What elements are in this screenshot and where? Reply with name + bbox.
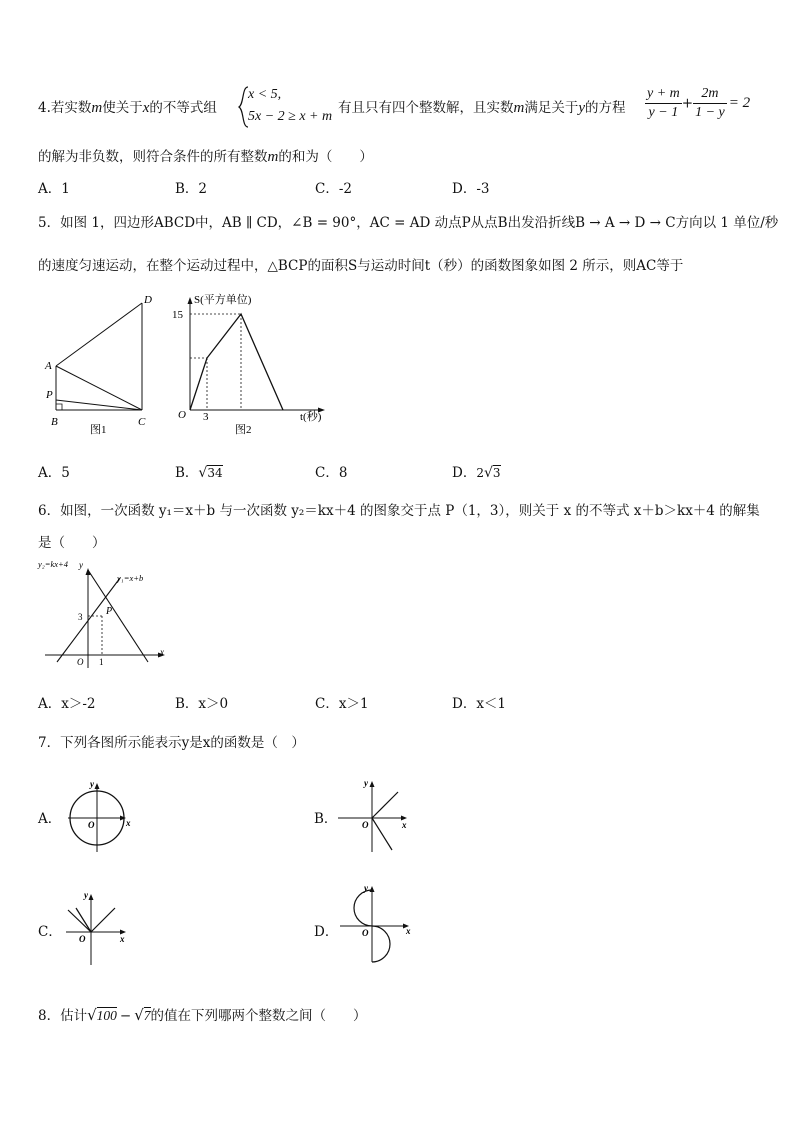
svg-text:O: O	[88, 820, 95, 830]
sqrt-sign: √	[134, 1006, 144, 1024]
q4-line2: 的解为非负数，则符合条件的所有整数m的和为（ ）	[38, 149, 373, 165]
y2-label: y₂=kx+4	[38, 559, 68, 569]
sqrt-sign: √	[198, 465, 208, 481]
fraction-1: $\frac{y + m}{y - 1}$	[647, 86, 680, 120]
tick-3: 3	[78, 612, 83, 622]
q7-graph-a	[60, 775, 140, 855]
label-a: A	[45, 360, 52, 372]
q4-option-a: A．1	[38, 181, 70, 197]
q6-line2: 是（ ）	[38, 535, 106, 551]
svg-text:x: x	[120, 934, 125, 944]
q7-graph-c	[60, 885, 145, 970]
fraction-2: $\frac{2m}{1 - y}$	[695, 86, 725, 120]
svg-text:y: y	[90, 779, 94, 789]
inequality-system: x < 5, 5x − 2 ≥ x + m	[248, 87, 333, 124]
figure-1-caption: 图1	[90, 424, 107, 436]
q6-graph	[35, 555, 175, 670]
svg-text:O: O	[79, 934, 86, 944]
q5-option-b: B．√34	[175, 465, 223, 481]
y-axis-label: y	[79, 560, 83, 570]
q6-line1: 6．如图，一次函数 y₁＝x＋b 与一次函数 y₂＝kx＋4 的图象交于点 P（1，3），则关于 x 的不等式 x＋b＞kx＋4 的解集	[38, 503, 760, 519]
svg-text:x: x	[406, 926, 411, 936]
x-axis-label: x	[160, 647, 164, 657]
svg-text:x: x	[402, 820, 407, 830]
label-d: D	[144, 294, 152, 306]
svg-text:O: O	[362, 820, 369, 830]
q4-option-b: B．2	[175, 181, 208, 197]
label-b: B	[51, 416, 58, 428]
q7-label-a: A．	[38, 811, 62, 827]
origin-label: O	[77, 657, 84, 667]
q5-figure-1	[38, 290, 158, 440]
label-p: P	[46, 389, 53, 401]
q4-option-d: D．-3	[452, 181, 490, 197]
q5-option-c: C．8	[315, 465, 348, 481]
q5-option-a: A．5	[38, 465, 70, 481]
q6-option-a: A．x＞-2	[38, 696, 96, 712]
tick-3: 3	[203, 411, 209, 423]
svg-text:O: O	[362, 928, 369, 938]
q5-figure-2	[165, 290, 335, 440]
q8-stem: 8．估计√100 − √7的值在下列哪两个整数之间（ ）	[38, 1006, 367, 1024]
svg-text:y: y	[364, 778, 368, 788]
q5-line1: 5．如图 1，四边形ABCD中，AB ∥ CD，∠B = 90°，AC = AD 动点P从点B出发沿折线B → A → D → C方向以 1 单位/秒	[38, 215, 779, 231]
x-axis-label: t(秒)	[300, 411, 322, 423]
tick-1: 1	[99, 657, 104, 667]
q7-graph-d	[335, 880, 415, 970]
q5-option-d: D．2√3	[452, 465, 501, 481]
q4-line1: 4.若实数m使关于x的不等式组	[38, 100, 217, 116]
q4-equation: $\frac{y + m}{y - 1}$ + $\frac{2m}{1 - y}$ = 2	[647, 86, 751, 120]
q7-label-c: C．	[38, 924, 62, 940]
q6-option-c: C．x＞1	[315, 696, 369, 712]
point-p-label: P	[106, 606, 113, 617]
q5-line2: 的速度匀速运动，在整个运动过程中，△BCP的面积S与运动时间t（秒）的函数图象如图 2 所示，则AC等于	[38, 258, 684, 274]
q7-label-d: D．	[314, 924, 339, 940]
y-axis-label: S(平方单位)	[194, 294, 252, 306]
q7-stem: 7．下列各图所示能表示y是x的函数是（ ）	[38, 735, 305, 751]
svg-text:y: y	[84, 890, 88, 900]
figure-2-caption: 图2	[235, 424, 252, 436]
sqrt-sign: √	[87, 1006, 97, 1024]
q6-option-b: B．x＞0	[175, 696, 229, 712]
label-c: C	[138, 416, 146, 428]
var-m: m	[91, 100, 103, 116]
q7-graph-b	[330, 775, 415, 860]
q4-option-c: C．-2	[315, 181, 352, 197]
q6-option-d: D．x＜1	[452, 696, 507, 712]
q4-line1-cont: 有且只有四个整数解，且实数m满足关于y的方程	[338, 100, 626, 116]
tick-15: 15	[172, 309, 183, 321]
svg-text:y: y	[364, 883, 368, 893]
q7-label-b: B．	[314, 811, 338, 827]
y1-label: y₁=x+b	[117, 573, 144, 583]
sqrt-sign: √	[483, 465, 493, 481]
svg-text:x: x	[126, 818, 131, 828]
origin-label: O	[178, 409, 186, 421]
